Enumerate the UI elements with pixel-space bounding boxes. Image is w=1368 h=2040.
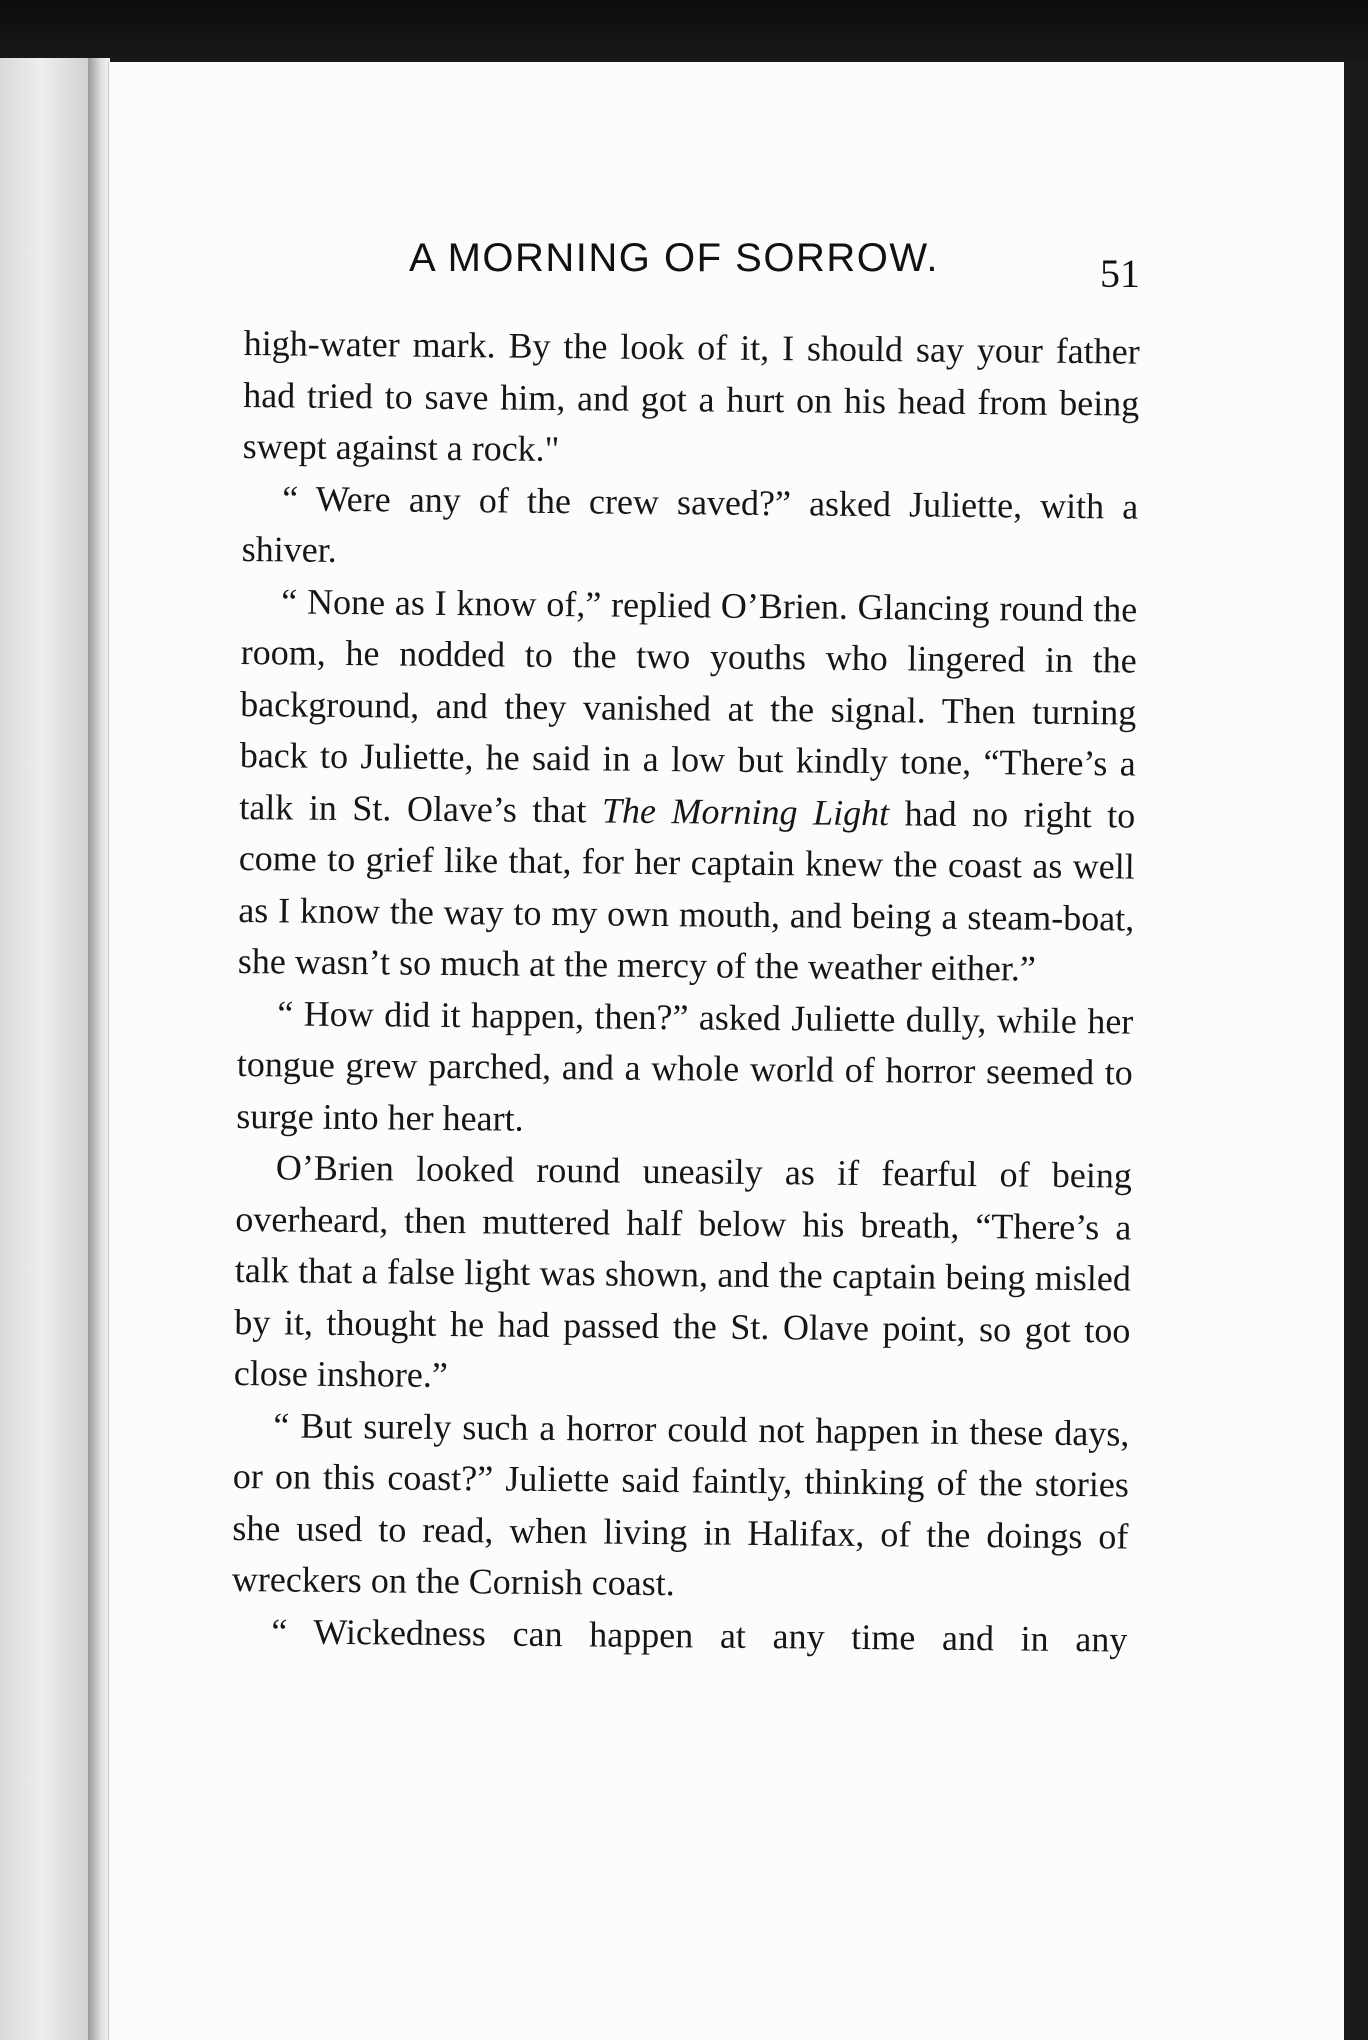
paragraph-2: “ Were any of the crew saved?” asked Juliette, with a shiver.: [241, 477, 1139, 570]
book-gutter: [88, 58, 110, 2040]
paragraph-7: “ Wickedness can happen at any time and in any: [271, 1610, 1128, 1660]
paragraph-3-text-after: had no right to come to grief like that, for her captain knew the coast as well as I know the way to my own mouth, and being a steam-boat, she wasn’t so much at the mercy of the weather either.”: [237, 792, 1136, 989]
scan-background-right: [1344, 62, 1368, 2040]
paragraph-3-text-before: “ None as I know of,” replied O’Brien. Glancing round the room, he nodded to the two youths who lingered in the background, and they vanished at the signal. Then turning back to Juliette, he said in a low but kindly tone, “There’s a talk in St. Olave’s that: [239, 580, 1138, 830]
paragraph-4: “ How did it happen, then?” asked Juliette dully, while her tongue grew parched, and a whole world of horror seemed to surge into her heart.: [236, 992, 1134, 1139]
ship-name-italic: The Morning Light: [601, 789, 890, 833]
paragraph-6: “ But surely such a horror could not happen in these days, or on this coast?” Juliette said faintly, thinking of the stories she used to read, when living in Halifax, of the doings of wreckers on the Cornish coast.: [231, 1404, 1130, 1604]
running-head: A MORNING OF SORROW.: [409, 236, 940, 280]
page-number: 51: [1100, 251, 1140, 296]
paragraph-1: high-water mark. By the look of it, I should say your father had tried to save him, and got a hurt on his head from being swept against a rock.": [242, 322, 1140, 470]
scan-background-top: [0, 0, 1368, 70]
facing-page-edge: [0, 58, 92, 2040]
body-text: [231, 318, 1140, 1666]
paragraph-3: [238, 575, 1138, 996]
paragraph-5: O’Brien looked round uneasily as if fearful of being overheard, then muttered half below his breath, “There’s a talk that a false light was shown, and the captain being misled by it, thought he had passed the St. Olave point, so got too close inshore.”: [233, 1147, 1133, 1396]
